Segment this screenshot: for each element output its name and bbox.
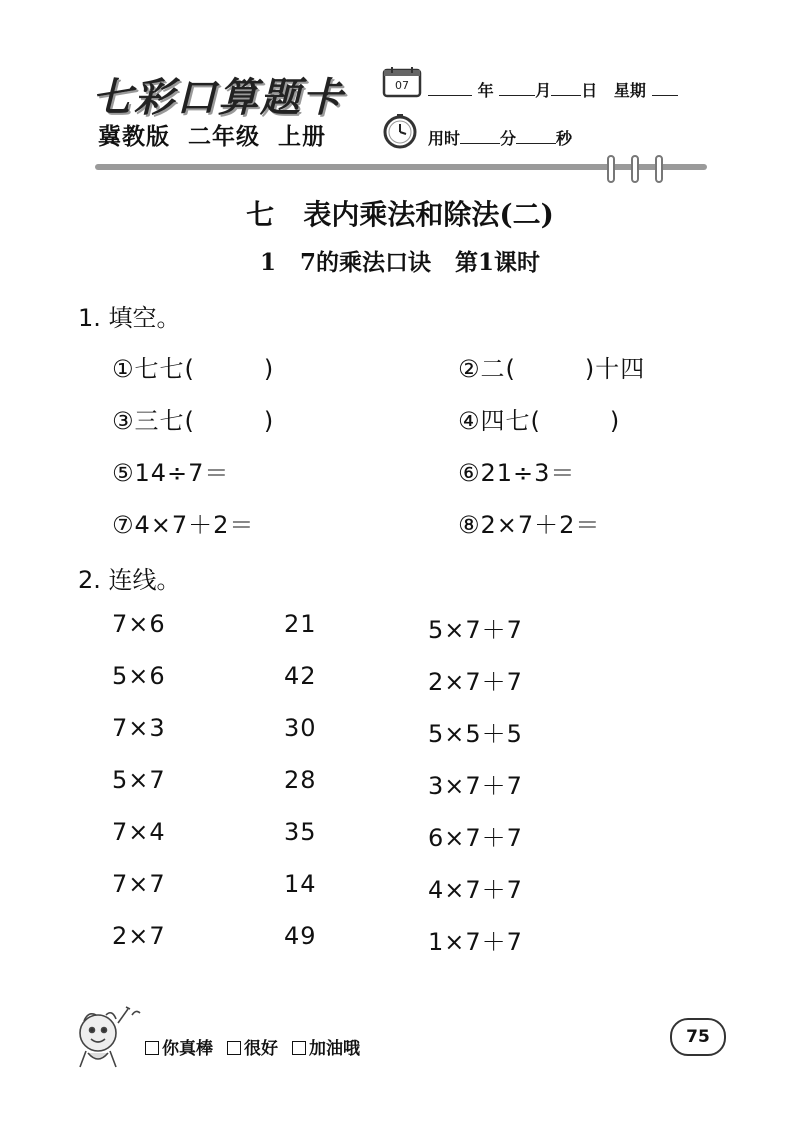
match-right-5: 6×7＋7 bbox=[428, 824, 523, 852]
mascot-icon bbox=[66, 1003, 146, 1073]
calendar-icon bbox=[382, 66, 422, 98]
fill-item-4: ④四七( ) bbox=[458, 407, 621, 435]
match-left-6: 7×7 bbox=[112, 870, 166, 898]
page-number: 75 bbox=[670, 1018, 726, 1056]
time-fill-line: 用时 分 秒 bbox=[428, 129, 573, 148]
rating-keep-going[interactable]: 加油哦 bbox=[292, 1034, 360, 1059]
match-right-4: 3×7＋7 bbox=[428, 772, 523, 800]
date-fill-line: 年 月 日 星期 bbox=[428, 78, 678, 101]
match-middle-2: 42 bbox=[284, 662, 317, 690]
fill-item-3: ③三七( ) bbox=[112, 407, 275, 435]
rating-good[interactable]: 很好 bbox=[227, 1034, 278, 1059]
match-middle-6: 14 bbox=[284, 870, 317, 898]
lesson-title: 1 7的乘法口诀 第1课时 bbox=[259, 249, 541, 276]
match-left-2: 5×6 bbox=[112, 662, 166, 690]
brand-title: 七彩口算题卡 bbox=[92, 75, 344, 121]
match-right-2: 2×7＋7 bbox=[428, 668, 523, 696]
rating-options bbox=[145, 1034, 374, 1059]
match-left-7: 2×7 bbox=[112, 922, 166, 950]
match-left-3: 7×3 bbox=[112, 714, 166, 742]
fill-item-5: ⑤14÷7＝ bbox=[112, 459, 230, 487]
question-1-label: 1. 填空。 bbox=[78, 304, 181, 332]
match-right-6: 4×7＋7 bbox=[428, 876, 523, 904]
fill-item-7: ⑦4×7＋2＝ bbox=[112, 511, 255, 539]
calendar-day: 07 bbox=[395, 79, 409, 92]
chapter-title: 七 表内乘法和除法(二) bbox=[246, 198, 554, 231]
question-2-label: 2. 连线。 bbox=[78, 566, 181, 594]
match-right-1: 5×7＋7 bbox=[428, 616, 523, 644]
match-right-3: 5×5＋5 bbox=[428, 720, 523, 748]
match-middle-7: 49 bbox=[284, 922, 317, 950]
edition-label: 冀教版 二年级 上册 bbox=[98, 124, 327, 150]
match-right-7: 1×7＋7 bbox=[428, 928, 523, 956]
rating-great[interactable]: 你真棒 bbox=[145, 1034, 213, 1059]
match-middle-3: 30 bbox=[284, 714, 317, 742]
fill-item-2: ②二( )十四 bbox=[458, 355, 646, 383]
fill-item-1: ①七七( ) bbox=[112, 355, 275, 383]
match-left-1: 7×6 bbox=[112, 610, 166, 638]
match-middle-1: 21 bbox=[284, 610, 317, 638]
fill-item-8: ⑧2×7＋2＝ bbox=[458, 511, 601, 539]
rating-great-checkbox[interactable] bbox=[145, 1041, 159, 1055]
rating-good-checkbox[interactable] bbox=[227, 1041, 241, 1055]
clock-icon bbox=[382, 113, 418, 149]
rating-keep-going-checkbox[interactable] bbox=[292, 1041, 306, 1055]
fill-item-6: ⑥21÷3＝ bbox=[458, 459, 576, 487]
match-middle-4: 28 bbox=[284, 766, 317, 794]
binder-rings-icon bbox=[600, 154, 670, 184]
match-left-4: 5×7 bbox=[112, 766, 166, 794]
match-left-5: 7×4 bbox=[112, 818, 166, 846]
match-middle-5: 35 bbox=[284, 818, 317, 846]
